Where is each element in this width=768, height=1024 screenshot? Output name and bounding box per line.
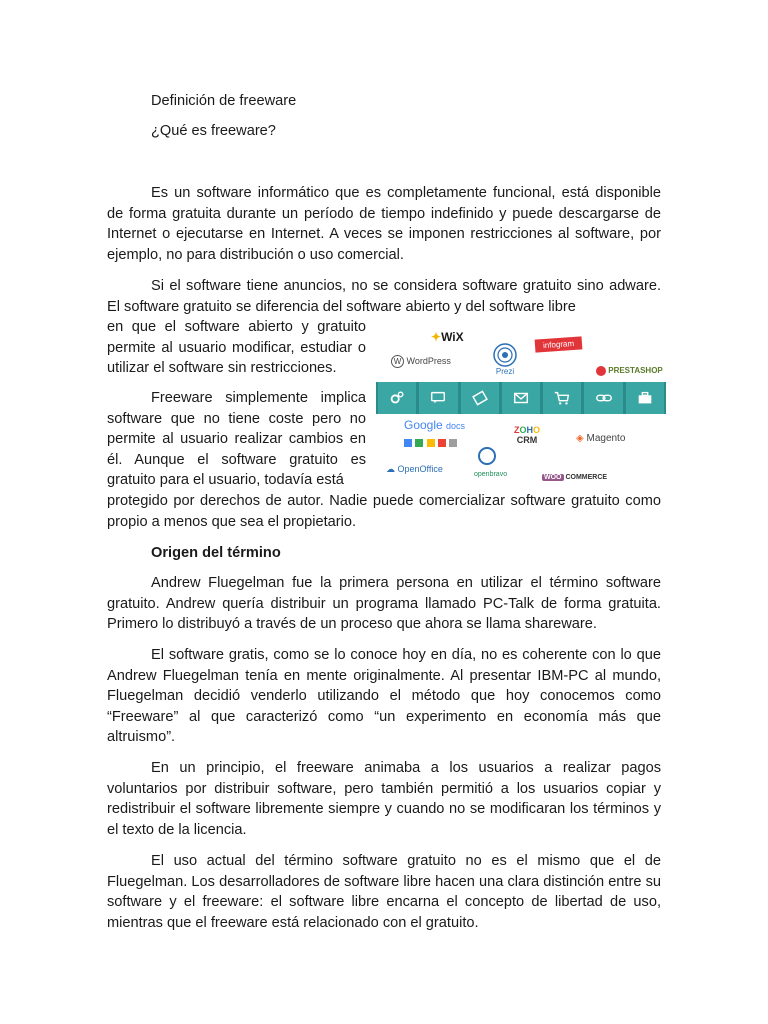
wordpress-logo-text: WordPress — [406, 356, 451, 366]
edit-document-icon — [461, 382, 499, 414]
openbravo-logo-text: openbravo — [474, 471, 508, 478]
magento-logo-text: Magento — [586, 433, 626, 444]
magento-logo — [576, 429, 625, 450]
google-docs-text-google: Google — [404, 418, 443, 432]
icon-strip — [376, 382, 666, 414]
google-docs-app-icons — [404, 436, 465, 450]
paragraph-5-text: El software gratis, como se lo conoce hoy en día, no es coherente con lo que Andrew Fluegelman tenía en mente originalmente. Al presentar IBM-PC al mundo, Fluegelman decidió venderlo utilizando el método que hoy conocemos como “Freeware” al que caracterizó como “un experimento en economía más que altruismo”. — [107, 647, 661, 746]
envelope-icon — [502, 382, 540, 414]
google-docs-text-docs: docs — [446, 421, 466, 431]
wordpress-w-icon: W — [391, 355, 404, 368]
woocommerce-logo — [542, 468, 607, 489]
document-title: Definición de freeware — [151, 93, 297, 109]
shopping-cart-icon — [543, 382, 581, 414]
briefcase-icon — [626, 382, 664, 414]
zoho-crm-logo — [514, 425, 540, 445]
paragraph-2-side — [107, 317, 366, 379]
prezi-logo-text: Prezi — [495, 367, 515, 376]
paragraph-3-bottom-text: protegido por derechos de autor. Nadie puede comercializar software gratuito como propio a menos que sea el propietario. — [107, 493, 661, 530]
software-logos-collage — [376, 317, 666, 487]
google-docs-logo — [404, 418, 465, 450]
paragraph-6-text: En un principio, el freeware animaba a los usuarios a realizar pagos voluntarios por distribuir software, pero también permitió a los usuarios copiar y redistribuir el software libremente siempre y cuando no se modificaran los términos y el texto de la licencia. — [107, 760, 661, 838]
openoffice-logo — [386, 459, 443, 480]
crm-text: CRM — [516, 435, 538, 445]
wix-logo — [431, 327, 464, 348]
section-title-origen: Origen del término — [151, 545, 281, 561]
wix-crown-icon: ✦ — [431, 330, 442, 344]
openoffice-logo-text: OpenOffice — [397, 464, 443, 474]
magento-icon: ◈ — [576, 433, 584, 444]
paragraph-3-side — [107, 388, 366, 491]
zoho-text: ZOHO — [514, 425, 541, 435]
paragraph-7 — [107, 851, 661, 933]
prestashop-logo — [596, 361, 663, 382]
openbravo-logo — [474, 447, 507, 486]
document-question: ¿Qué es freeware? — [151, 123, 276, 139]
paragraph-2-side-text: en que el software abierto y gratuito permite al usuario modificar, estudiar o utilizar el software sin restricciones. — [107, 319, 366, 377]
prestashop-logo-text: PRESTASHOP — [608, 366, 663, 375]
openbravo-circle-icon — [478, 447, 496, 465]
prezi-logo — [490, 343, 520, 377]
paragraph-5 — [107, 645, 661, 748]
wix-logo-text: WiX — [441, 330, 464, 344]
paragraph-7-text: El uso actual del término software gratuito no es el mismo que el de Fluegelman. Los desarrolladores de software libre hacen una clara distinción entre su software y el freeware: el software libre encarna el concepto de libertad de uso, mientras que el freeware está relacionado con el gratuito. — [107, 853, 661, 931]
link-chain-icon — [584, 382, 622, 414]
commerce-text: COMMERCE — [565, 474, 608, 481]
prestashop-icon — [596, 366, 606, 376]
chat-bubble-icon — [419, 382, 457, 414]
infogram-logo: infogram — [535, 336, 583, 352]
paragraph-3-bottom — [107, 491, 661, 532]
woo-text: WOO — [544, 474, 562, 481]
paragraph-4 — [107, 573, 661, 635]
paragraph-2 — [107, 276, 661, 317]
paragraph-3-side-text: Freeware simplemente implica software que no tiene coste pero no permite al usuario realizar cambios en él. Aunque el software gratuito es gratuito para el usuario, todavía está — [107, 390, 366, 489]
paragraph-6 — [107, 758, 661, 840]
wordpress-logo — [391, 351, 451, 372]
gears-icon — [378, 382, 416, 414]
paragraph-1 — [107, 183, 661, 265]
paragraph-1-text: Es un software informático que es completamente funcional, está disponible de forma gratuita durante un período de tiempo indefinido y puede descargarse de Internet o ejecutarse en Internet. A veces se imponen restricciones al software, por ejemplo, no para distribución o uso comercial. — [107, 185, 661, 263]
prezi-circle-icon — [493, 343, 517, 367]
paragraph-2-top-text: Si el software tiene anuncios, no se considera software gratuito sino adware. El software gratuito se diferencia del software abierto y del software libre — [107, 278, 661, 315]
openoffice-gull-icon: ☁ — [386, 464, 395, 474]
paragraph-4-text: Andrew Fluegelman fue la primera persona en utilizar el término software gratuito. Andrew quería distribuir un programa llamado PC-Talk de forma gratuita. Primero lo distribuyó a través de un proceso que ahora se llama shareware. — [107, 575, 661, 633]
